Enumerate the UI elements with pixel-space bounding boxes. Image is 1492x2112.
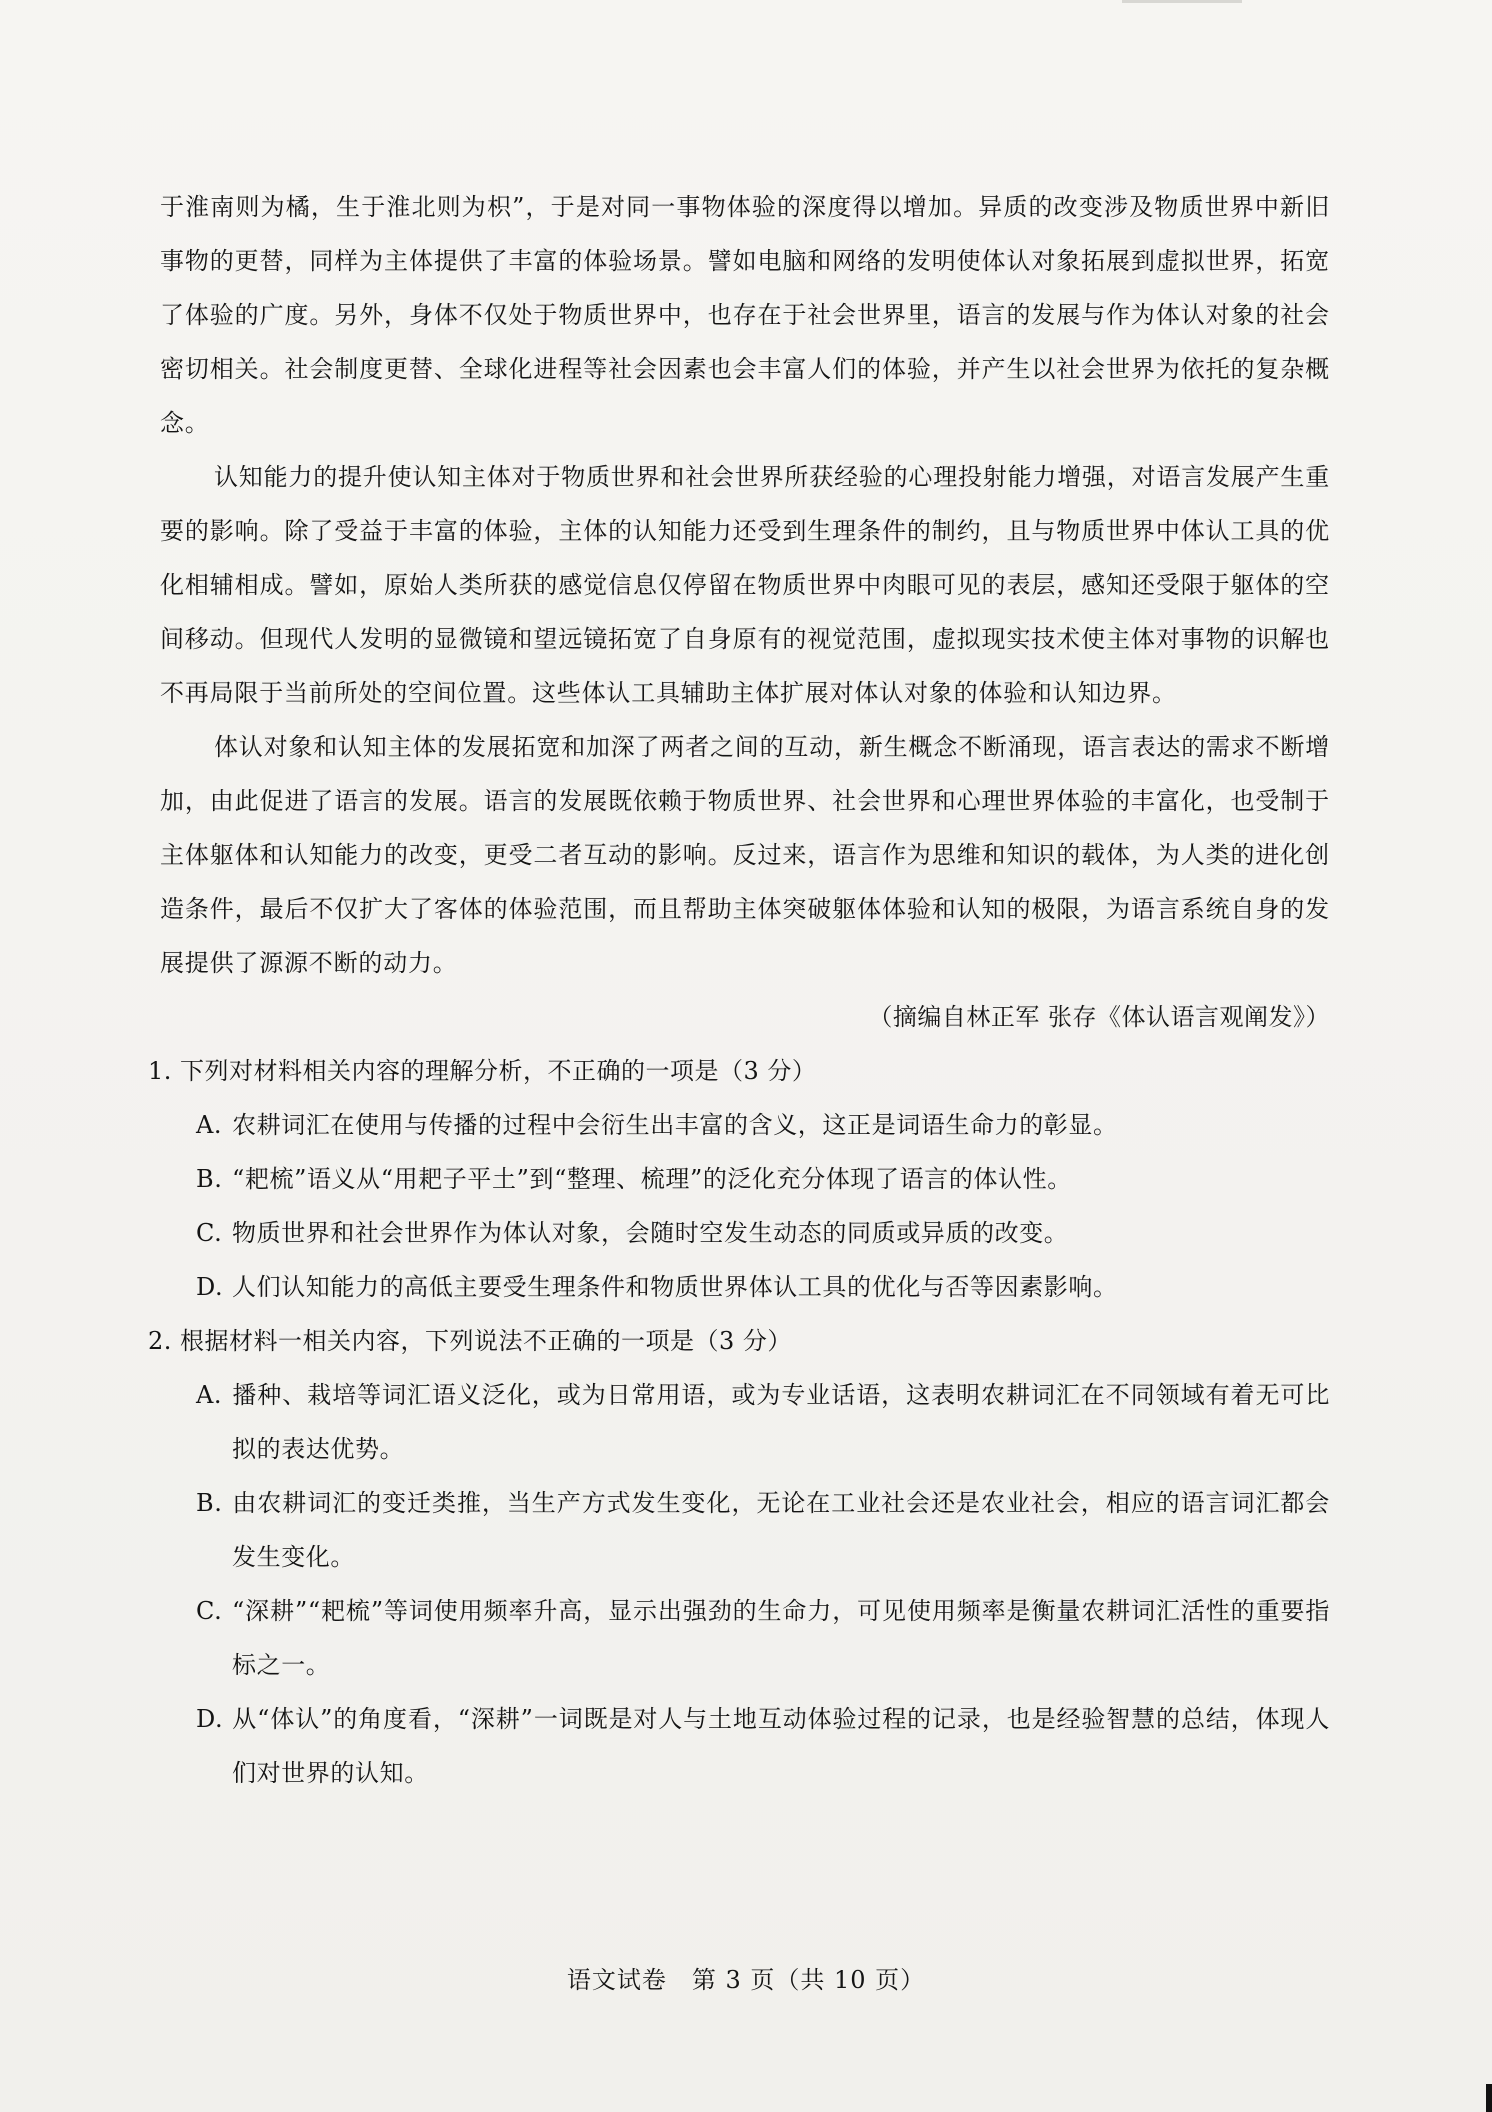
scan-artifact bbox=[1122, 0, 1242, 3]
question-1 bbox=[148, 1044, 1330, 1314]
question-stem: 2. 根据材料一相关内容，下列说法不正确的一项是（3 分） bbox=[148, 1327, 792, 1355]
option-b bbox=[196, 1152, 1330, 1206]
option-b bbox=[196, 1476, 1330, 1584]
option-text: 播种、栽培等词汇语义泛化，或为日常用语，或为专业话语，这表明农耕词汇在不同领域有着无可比拟的表达优势。 bbox=[232, 1381, 1330, 1463]
option-label: A. bbox=[196, 1381, 223, 1409]
option-label: D. bbox=[196, 1705, 224, 1733]
option-label: C. bbox=[196, 1219, 223, 1247]
option-a bbox=[196, 1098, 1330, 1152]
paragraph-cognition: 认知能力的提升使认知主体对于物质世界和社会世界所获经验的心理投射能力增强，对语言发展产生重要的影响。除了受益于丰富的体验，主体的认知能力还受到生理条件的制约，且与物质世界中体认工具的优化相辅相成。譬如，原始人类所获的感觉信息仅停留在物质世界中肉眼可见的表层，感知还受限于躯体的空间移动。但现代人发明的显微镜和望远镜拓宽了自身原有的视觉范围，虚拟现实技术使主体对事物的识解也不再局限于当前所处的空间位置。这些体认工具辅助主体扩展对体认对象的体验和认知边界。 bbox=[160, 463, 1330, 707]
option-label: A. bbox=[196, 1111, 223, 1139]
source-citation: （摘编自林正军 张存《体认语言观阐发》） bbox=[868, 1003, 1330, 1031]
option-c bbox=[196, 1206, 1330, 1260]
option-text: 物质世界和社会世界作为体认对象，会随时空发生动态的同质或异质的改变。 bbox=[232, 1219, 1069, 1247]
option-text: 农耕词汇在使用与传播的过程中会衍生出丰富的含义，这正是词语生命力的彰显。 bbox=[232, 1111, 1118, 1139]
option-c bbox=[196, 1584, 1330, 1692]
option-text: “深耕”“耙梳”等词使用频率升高，显示出强劲的生命力，可见使用频率是衡量农耕词汇活性的重要指标之一。 bbox=[232, 1597, 1330, 1679]
option-label: B. bbox=[196, 1165, 223, 1193]
option-label: D. bbox=[196, 1273, 224, 1301]
page-footer: 语文试卷 第 3 页（共 10 页） bbox=[566, 1966, 926, 1994]
option-text: 人们认知能力的高低主要受生理条件和物质世界体认工具的优化与否等因素影响。 bbox=[232, 1273, 1118, 1301]
scan-edge-mark bbox=[1486, 2084, 1492, 2112]
option-label: C. bbox=[196, 1597, 223, 1625]
option-text: “耙梳”语义从“用耙子平土”到“整理、梳理”的泛化充分体现了语言的体认性。 bbox=[232, 1165, 1072, 1193]
page-content bbox=[148, 180, 1330, 1800]
question-2 bbox=[148, 1314, 1330, 1800]
option-text: 从“体认”的角度看，“深耕”一词既是对人与土地互动体验过程的记录，也是经验智慧的总结，体现人们对世界的认知。 bbox=[232, 1705, 1330, 1787]
option-text: 由农耕词汇的变迁类推，当生产方式发生变化，无论在工业社会还是农业社会，相应的语言词汇都会发生变化。 bbox=[232, 1489, 1330, 1571]
option-label: B. bbox=[196, 1489, 223, 1517]
option-d bbox=[196, 1260, 1330, 1314]
option-a bbox=[196, 1368, 1330, 1476]
option-d bbox=[196, 1692, 1330, 1800]
question-stem: 1. 下列对材料相关内容的理解分析，不正确的一项是（3 分） bbox=[148, 1057, 817, 1085]
paragraph-interaction: 体认对象和认知主体的发展拓宽和加深了两者之间的互动，新生概念不断涌现，语言表达的需求不断增加，由此促进了语言的发展。语言的发展既依赖于物质世界、社会世界和心理世界体验的丰富化，也受制于主体躯体和认知能力的改变，更受二者互动的影响。反过来，语言作为思维和知识的载体，为人类的进化创造条件，最后不仅扩大了客体的体验范围，而且帮助主体突破躯体体验和认知的极限，为语言系统自身的发展提供了源源不断的动力。 bbox=[160, 733, 1330, 977]
paragraph-continued: 于淮南则为橘，生于淮北则为枳”，于是对同一事物体验的深度得以增加。异质的改变涉及物质世界中新旧事物的更替，同样为主体提供了丰富的体验场景。譬如电脑和网络的发明使体认对象拓展到虚拟世界，拓宽了体验的广度。另外，身体不仅处于物质世界中，也存在于社会世界里，语言的发展与作为体认对象的社会密切相关。社会制度更替、全球化进程等社会因素也会丰富人们的体验，并产生以社会世界为依托的复杂概念。 bbox=[160, 193, 1330, 437]
